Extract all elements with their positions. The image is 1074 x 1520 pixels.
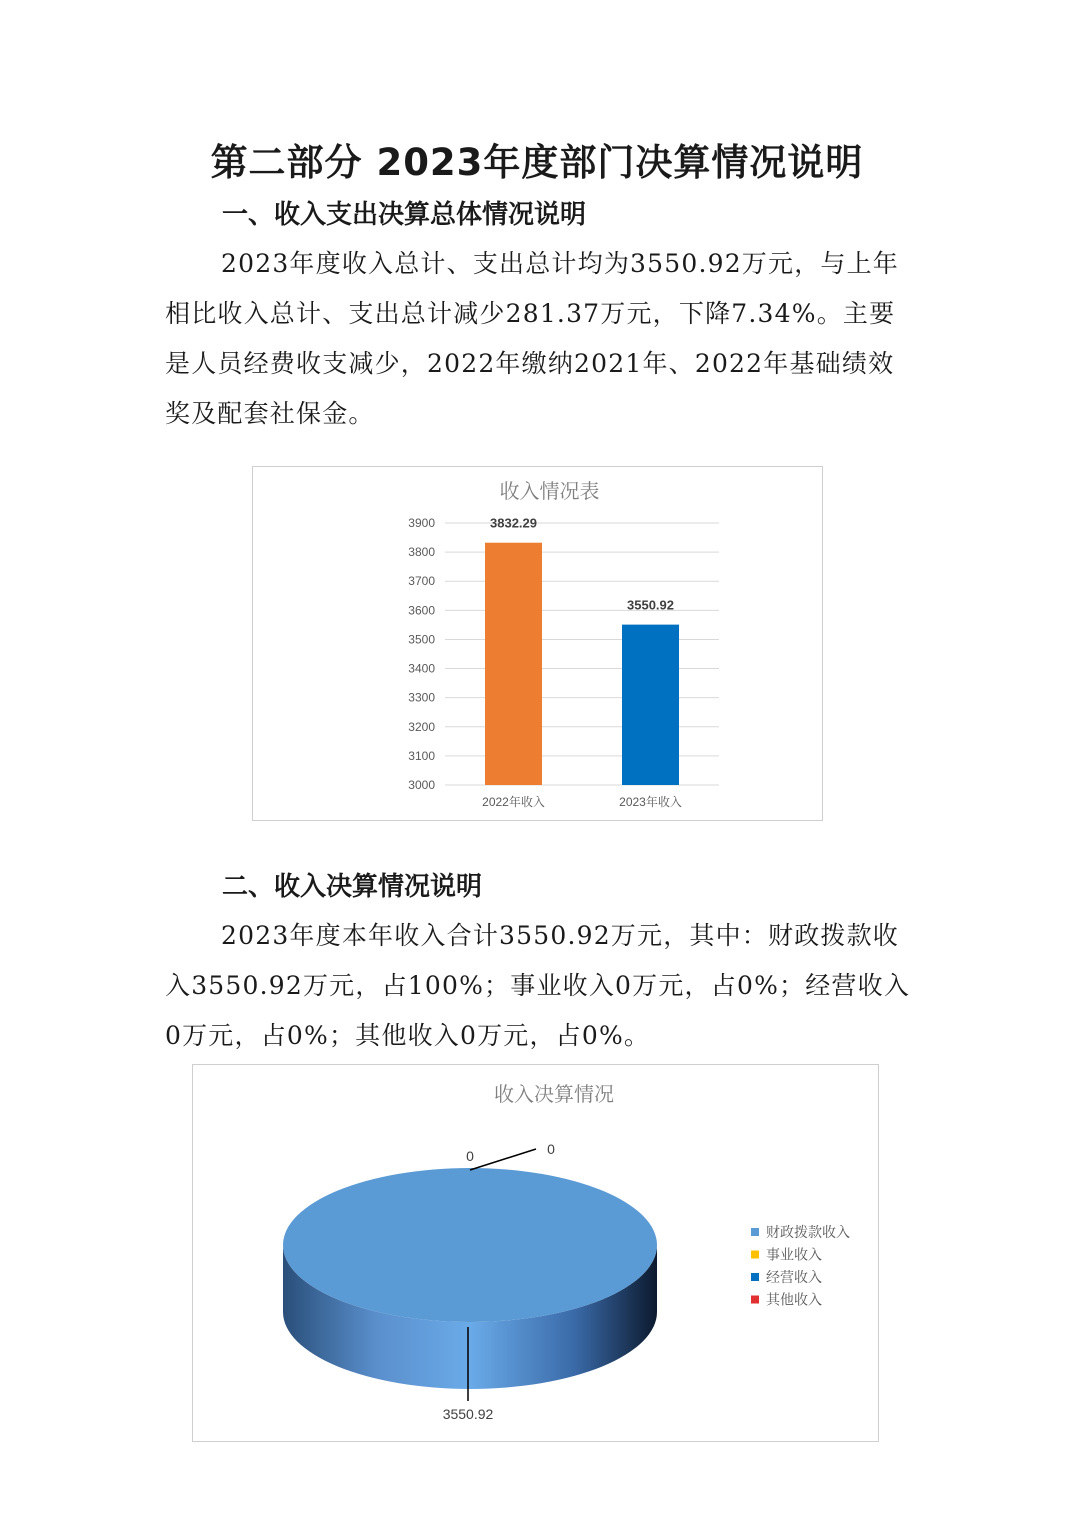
y-tick-label: 3300: [408, 690, 435, 705]
bar: [622, 625, 679, 785]
y-tick-label: 3400: [408, 661, 435, 676]
leader-line: [470, 1149, 536, 1170]
legend-swatch: [751, 1228, 759, 1236]
data-label: 0: [547, 1141, 555, 1157]
legend-swatch: [751, 1273, 759, 1281]
data-label: 3550.92: [442, 1406, 494, 1422]
data-label: 3550.92: [627, 597, 674, 613]
income-pie-chart-frame: [192, 1064, 879, 1442]
legend-label: 其他收入: [766, 1291, 822, 1308]
legend-swatch: [751, 1296, 759, 1304]
legend-swatch: [751, 1251, 759, 1259]
y-tick-label: 3200: [408, 719, 435, 734]
income-bar-chart-frame: [252, 466, 823, 821]
income-paragraph: 2023年度本年收入合计3550.92万元，其中：财政拨款收入3550.92万元，占100%；事业收入0万元，占0%；经营收入0万元，占0%；其他收入0万元，占0%。: [165, 921, 911, 1050]
y-tick-label: 3000: [408, 778, 435, 792]
legend-label: 财政拨款收入: [766, 1224, 850, 1240]
x-tick-label: 2023年收入: [619, 795, 682, 809]
page-title: 第二部分 2023年度部门决算情况说明: [210, 141, 864, 184]
y-tick-label: 3600: [408, 603, 435, 618]
chart-title: 收入情况表: [499, 481, 600, 503]
income-bar-chart: [253, 467, 822, 820]
x-tick-label: 2022年收入: [482, 795, 545, 809]
y-tick-label: 3700: [408, 574, 435, 589]
chart-title: 收入决算情况: [494, 1084, 614, 1106]
income-pie-chart: [193, 1065, 878, 1441]
section-heading-overview: 一、收入支出决算总体情况说明: [222, 200, 587, 230]
y-tick-label: 3900: [408, 516, 435, 530]
legend-label: 事业收入: [766, 1246, 822, 1263]
section-heading-income: 二、收入决算情况说明: [222, 872, 483, 902]
overview-paragraph: 2023年度收入总计、支出总计均为3550.92万元，与上年相比收入总计、支出总计减少281.37万元，下降7.34%。主要是人员经费收支减少，2022年缴纳2021年、2022年基础绩效奖及配套社保金。: [165, 249, 900, 428]
pie-slice: [283, 1168, 657, 1322]
legend-label: 经营收入: [766, 1269, 822, 1285]
y-tick-label: 3800: [408, 545, 435, 560]
y-tick-label: 3500: [408, 632, 435, 647]
data-label: 3832.29: [490, 515, 537, 531]
y-tick-label: 3100: [408, 748, 435, 763]
data-label: 0: [466, 1148, 474, 1164]
bar: [485, 543, 542, 785]
